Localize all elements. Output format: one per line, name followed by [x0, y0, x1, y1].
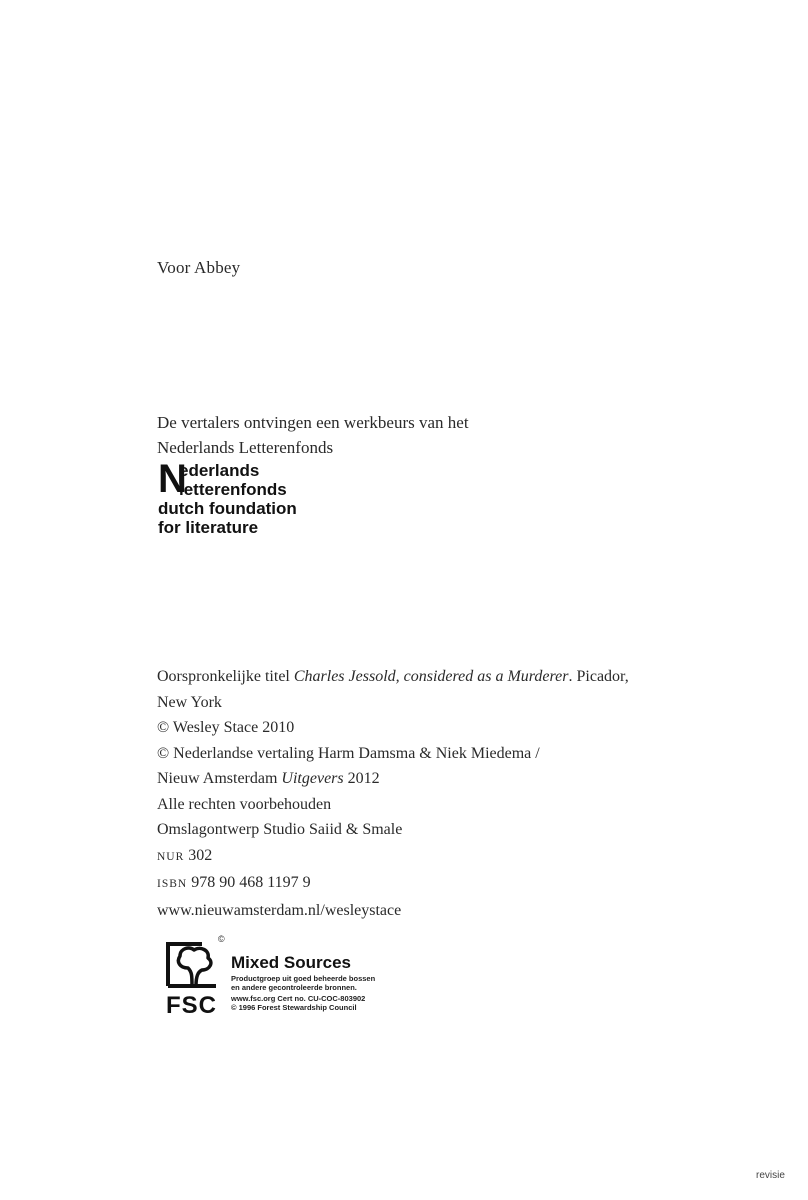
website-link[interactable]: www.nieuwamsterdam.nl/wesleystace	[157, 901, 402, 919]
fsc-line-2: en andere gecontroleerde bronnen.	[231, 983, 357, 992]
fsc-line-4: © 1996 Forest Stewardship Council	[231, 1003, 357, 1012]
logo-initial: N	[158, 457, 187, 501]
original-title-line	[157, 664, 697, 690]
logo-line-3: dutch foundation	[158, 499, 297, 518]
nur-value: 302	[184, 846, 213, 864]
fsc-line-1: Productgroep uit goed beheerde bossen	[231, 974, 376, 983]
nur-line	[157, 843, 697, 871]
dedication: Voor Abbey	[157, 258, 241, 277]
publisher-year: 2012	[343, 770, 380, 787]
isbn-label: ISBN	[157, 878, 188, 890]
nur-label: NUR	[157, 850, 185, 863]
fsc-label	[162, 934, 392, 1023]
original-place: New York	[157, 693, 222, 711]
logo-line-4: for literature	[158, 518, 259, 537]
copyright-translation: © Nederlandse vertaling Harm Damsma & Niek Miedema /	[157, 744, 540, 762]
rights-statement: Alle rechten voorbehouden	[157, 795, 332, 813]
logo-line-2: letterenfonds	[179, 480, 287, 499]
fsc-registered-mark: ©	[218, 934, 225, 944]
grant-statement	[157, 410, 717, 460]
fsc-line-3: www.fsc.org Cert no. CU-COC-803902	[231, 994, 366, 1003]
original-title-label: Oorspronkelijke titel	[157, 668, 294, 685]
original-title: Charles Jessold, considered as a Murderer	[293, 668, 569, 685]
grant-line-1: De vertalers ontvingen een werkbeurs van het	[157, 413, 469, 432]
logo-line-1: ederlands	[179, 461, 260, 480]
original-publisher: . Picador,	[568, 668, 629, 685]
revision-mark: revisie	[756, 1170, 785, 1181]
grant-line-2: Nederlands Letterenfonds	[157, 438, 334, 457]
cover-design: Omslagontwerp Studio Saiid & Smale	[157, 821, 403, 838]
copyright-author: © Wesley Stace 2010	[157, 719, 295, 736]
publisher-name: Nieuw Amsterdam	[157, 770, 282, 787]
colophon	[157, 664, 697, 923]
fsc-title: Mixed Sources	[231, 953, 351, 972]
fsc-tree-icon	[162, 938, 222, 998]
fsc-brand: FSC	[166, 992, 217, 1019]
publisher-italic: Uitgevers	[281, 770, 344, 787]
isbn-line	[157, 870, 697, 898]
publisher-line	[157, 766, 697, 792]
isbn-value: 978 90 468 1197 9	[187, 874, 311, 891]
